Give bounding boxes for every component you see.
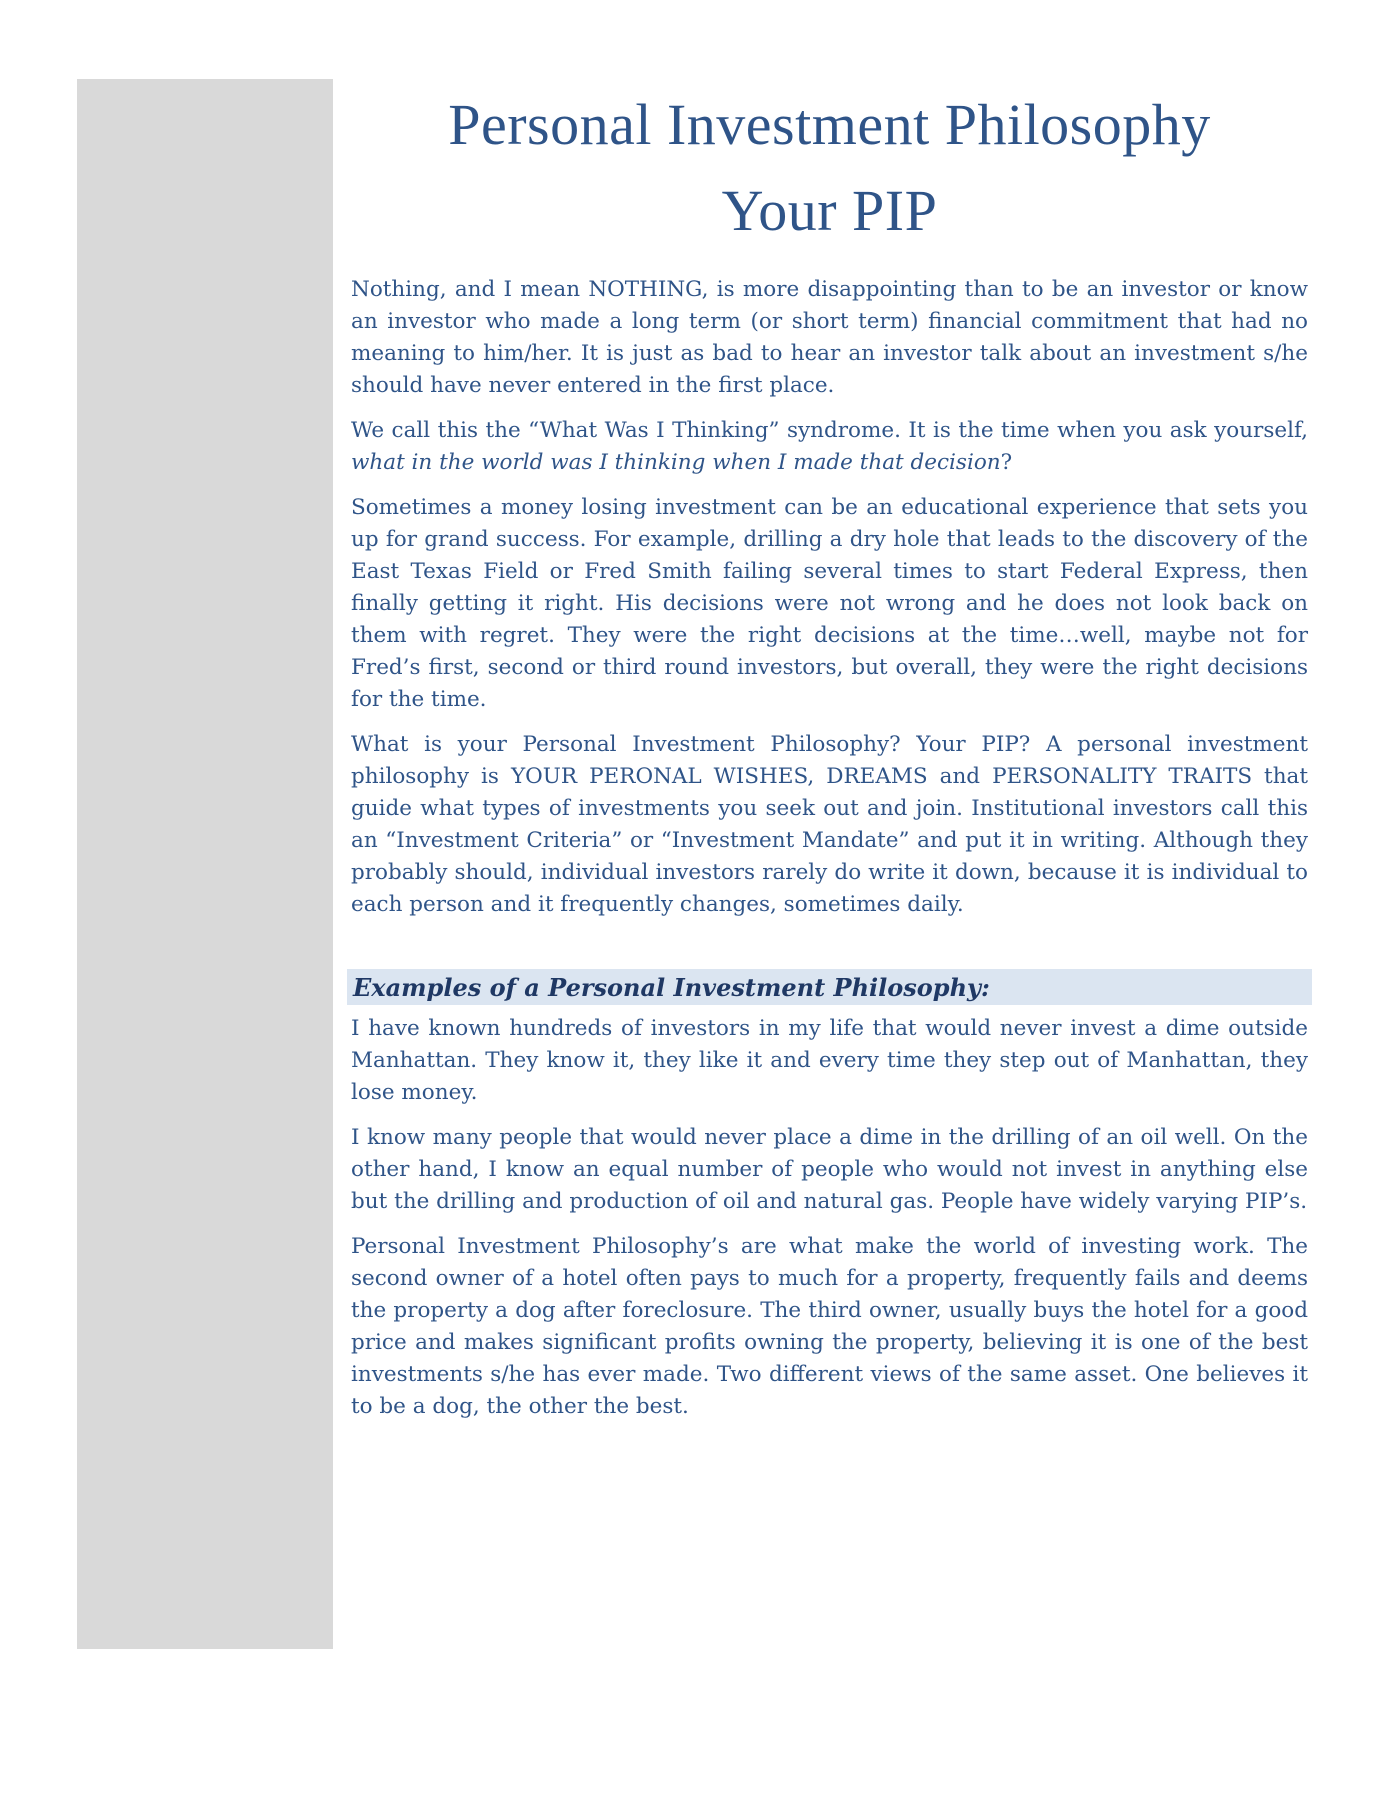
- title-line-2: Your PIP: [721, 178, 938, 243]
- paragraph: I know many people that would never place a dime in the drilling of an oil well. On the other hand, I know an equal number of people who would not invest in anything else but the drilling and production of oil and natural gas. People have widely varying PIP’s.: [351, 1125, 1308, 1214]
- paragraph: What is your Personal Investment Philosophy? Your PIP? A personal investment philosophy is YOUR PERONAL WISHES, DREAMS and PERSONALITY TRAITS that guide what types of investments you seek out and join. Institutional investors call this an “Investment Criteria” or “Investment Mandate” and put it in writing. Although they probably should, individual investors rarely do write it down, because it is individual to each person and it frequently changes, sometimes daily.: [351, 732, 1308, 917]
- paragraph: Nothing, and I mean NOTHING, is more disappointing than to be an investor or know an investor who made a long term (or short term) financial commitment that had no meaning to him/her. It is just as bad to hear an investor talk about an investment s/he should have never entered in the first place.: [351, 277, 1308, 398]
- paragraph-text: ?: [1000, 450, 1013, 475]
- paragraph: Sometimes a money losing investment can be an educational experience that sets you up for grand success. For example, drilling a dry hole that leads to the discovery of the East Texas Field or Fred Smith failing several times to start Federal Express, then finally getting it right. His decisions were not wrong and he does not look back on them with regret. They were the right decisions at the time…well, maybe not for Fred’s first, second or third round investors, but overall, they were the right decisions for the time.: [351, 495, 1308, 712]
- paragraph-text: We call this the “What Was I Thinking” syndrome. It is the time when you ask yourself,: [351, 418, 1308, 443]
- paragraph: [351, 415, 1308, 479]
- title-line-1: Personal Investment Philosophy: [448, 92, 1211, 157]
- page-title: [351, 82, 1308, 254]
- paragraph-italic-text: what in the world was I thinking when I made that decision: [351, 450, 1001, 475]
- paragraph: Personal Investment Philosophy’s are what make the world of investing work. The second owner of a hotel often pays to much for a property, frequently fails and deems the property a dog after foreclosure. The third owner, usually buys the hotel for a good price and makes significant profits owning the property, believing it is one of the best investments s/he has ever made. Two different views of the same asset. One believes it to be a dog, the other the best.: [351, 1234, 1308, 1419]
- paragraph: I have known hundreds of investors in my life that would never invest a dime outside Manhattan. They know it, they like it and every time they step out of Manhattan, they lose money.: [351, 1016, 1308, 1105]
- section-heading: Examples of a Personal Investment Philosophy:: [347, 969, 1312, 1005]
- sidebar-decoration: [77, 79, 333, 1649]
- examples-section: [351, 1013, 1308, 1423]
- intro-section: [351, 274, 1308, 921]
- document-content: [351, 82, 1308, 1436]
